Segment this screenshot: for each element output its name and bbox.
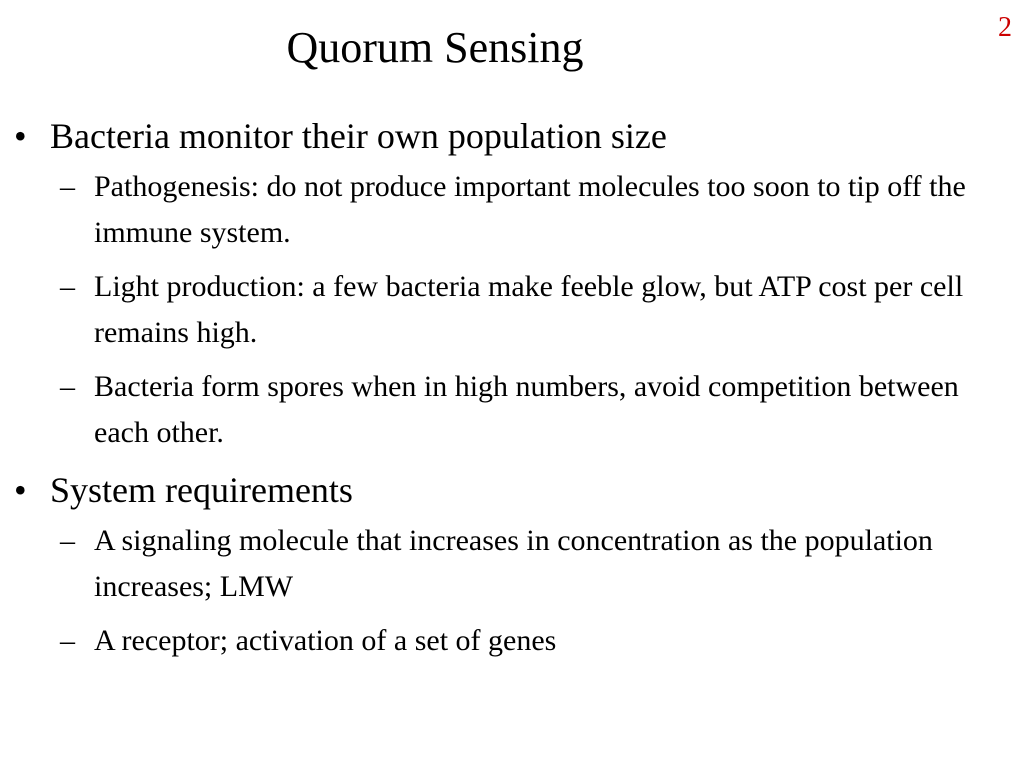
sub-bullet-item	[0, 364, 984, 456]
sub-bullet-list	[0, 164, 1024, 456]
sub-bullet-marker: –	[60, 170, 75, 203]
sub-bullet-marker: –	[60, 524, 75, 557]
sub-bullet-marker: –	[60, 624, 75, 657]
sub-bullet-item	[0, 618, 984, 664]
sub-bullet-marker: –	[60, 370, 75, 403]
bullet-text: Bacteria monitor their own population size	[50, 116, 667, 156]
bullet-marker: •	[14, 116, 27, 156]
sub-bullet-text: Pathogenesis: do not produce important molecules too soon to tip off the immune system.	[94, 170, 966, 249]
bullet-item	[0, 112, 1010, 160]
sub-bullet-text: Light production: a few bacteria make feeble glow, but ATP cost per cell remains high.	[94, 270, 964, 349]
sub-bullet-text: Bacteria form spores when in high numbers, avoid competition between each other.	[94, 370, 959, 449]
sub-bullet-text: A signaling molecule that increases in concentration as the population increases; LMW	[94, 524, 933, 603]
sub-bullet-item	[0, 264, 984, 356]
bullet-marker: •	[14, 470, 27, 510]
sub-bullet-item	[0, 518, 984, 610]
bullet-text: System requirements	[50, 470, 353, 510]
slide-number: 2	[998, 12, 1012, 43]
sub-bullet-item	[0, 164, 984, 256]
sub-bullet-list	[0, 518, 1024, 664]
sub-bullet-marker: –	[60, 270, 75, 303]
slide-content	[0, 112, 1024, 674]
bullet-item	[0, 466, 1010, 514]
sub-bullet-text: A receptor; activation of a set of genes	[94, 624, 557, 657]
slide-title: Quorum Sensing	[286, 23, 584, 72]
